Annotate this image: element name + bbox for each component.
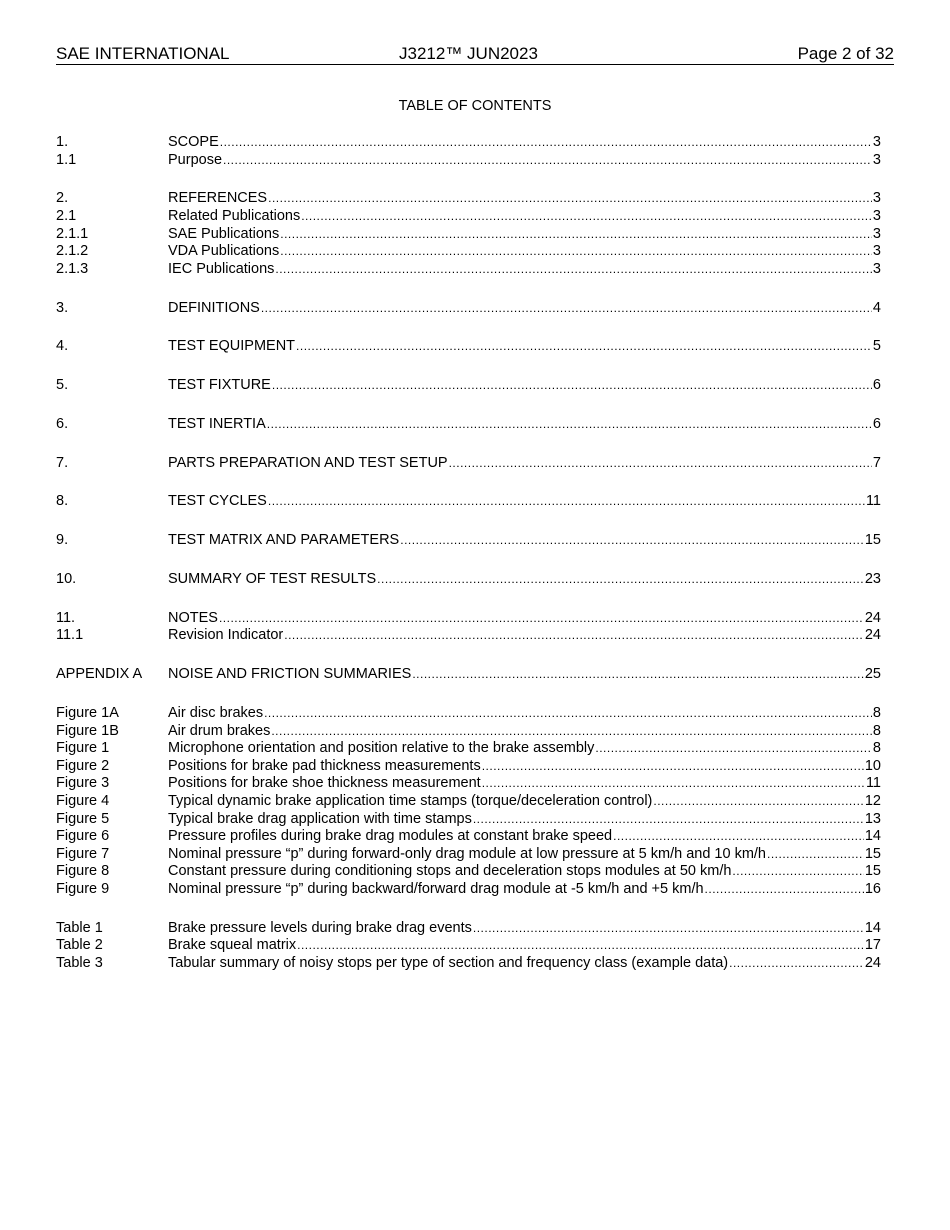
toc-dot-leader xyxy=(272,377,872,395)
toc-dot-leader xyxy=(449,455,872,473)
toc-dot-leader xyxy=(296,338,872,356)
toc-dot-leader xyxy=(268,190,872,208)
toc-group-spacer xyxy=(56,356,881,377)
toc-entry-page: 3 xyxy=(872,190,881,207)
toc-dot-leader xyxy=(412,666,864,684)
toc-entry-title: VDA Publications xyxy=(168,243,280,260)
toc-dot-leader xyxy=(280,226,872,244)
toc-entry[interactable] xyxy=(56,532,881,550)
toc-group-spacer xyxy=(56,278,881,299)
toc-entry[interactable] xyxy=(56,811,881,829)
toc-entry-title: PARTS PREPARATION AND TEST SETUP xyxy=(168,454,448,471)
toc-entry-number: 11.1 xyxy=(56,627,84,644)
toc-entry-page: 3 xyxy=(872,260,881,277)
toc-entry-title: Typical dynamic brake application time stamps (torque/deceleration control) xyxy=(168,792,653,809)
toc-entry-title: Positions for brake shoe thickness measurement xyxy=(168,775,481,792)
toc-dot-leader xyxy=(473,811,864,829)
toc-dot-leader xyxy=(264,705,872,723)
toc-entry-title: Nominal pressure “p” during forward-only drag module at low pressure at 5 km/h and 10 km/h xyxy=(168,845,766,862)
toc-entry-page: 15 xyxy=(864,532,881,549)
toc-entry-number: Figure 7 xyxy=(56,845,110,862)
toc-entry[interactable] xyxy=(56,955,881,973)
toc-entry[interactable] xyxy=(56,377,881,395)
toc-dot-leader xyxy=(275,261,872,279)
toc-entry-number: Table 2 xyxy=(56,937,103,954)
toc-entry-number: 2. xyxy=(56,190,69,207)
toc-entry-title: TEST FIXTURE xyxy=(168,377,271,394)
toc-entry-page: 12 xyxy=(864,792,881,809)
toc-group-spacer xyxy=(56,433,881,454)
toc-entry-number: 5. xyxy=(56,377,69,394)
toc-entry-title: Air disc brakes xyxy=(168,704,264,721)
toc-entry[interactable] xyxy=(56,610,881,628)
toc-dot-leader xyxy=(595,740,872,758)
toc-entry-page: 3 xyxy=(872,225,881,242)
toc-dot-leader xyxy=(261,300,872,318)
toc-entry-title: Microphone orientation and position relative to the brake assembly xyxy=(168,740,595,757)
toc-entry-page: 14 xyxy=(864,828,881,845)
toc-entry-number: 2.1.1 xyxy=(56,225,89,242)
toc-entry-number: Figure 1 xyxy=(56,740,110,757)
toc-entry[interactable] xyxy=(56,666,881,684)
toc-entry-title: NOISE AND FRICTION SUMMARIES xyxy=(168,666,412,683)
toc-dot-leader xyxy=(301,208,872,226)
toc-dot-leader xyxy=(223,152,872,170)
header-organization: SAE INTERNATIONAL xyxy=(56,44,230,63)
toc-entry-page: 11 xyxy=(865,493,881,510)
toc-entry[interactable] xyxy=(56,190,881,208)
toc-entry-number: Figure 6 xyxy=(56,828,110,845)
toc-entry-page: 8 xyxy=(872,722,881,739)
toc-entry-number: 3. xyxy=(56,299,69,316)
toc-entry-number: Figure 8 xyxy=(56,863,110,880)
toc-entry-page: 24 xyxy=(864,954,881,971)
toc-entry-title: SCOPE xyxy=(168,134,219,150)
toc-title: TABLE OF CONTENTS xyxy=(398,98,552,114)
toc-entry[interactable] xyxy=(56,627,881,645)
toc-entry-page: 11 xyxy=(865,775,881,792)
toc-entry-page: 16 xyxy=(864,880,881,897)
toc-entry-page: 8 xyxy=(872,704,881,721)
toc-entry[interactable] xyxy=(56,705,881,723)
toc-entry-title: TEST EQUIPMENT xyxy=(168,338,296,355)
toc-dot-leader xyxy=(377,571,864,589)
toc-entry-page: 5 xyxy=(872,338,881,355)
table-of-contents xyxy=(56,134,881,972)
toc-dot-leader xyxy=(482,758,864,776)
toc-entry-number: 7. xyxy=(56,454,69,471)
toc-entry-title: Tabular summary of noisy stops per type of section and frequency class (example data) xyxy=(168,954,729,971)
toc-entry[interactable] xyxy=(56,152,881,170)
toc-entry[interactable] xyxy=(56,261,881,279)
header-page-number: Page 2 of 32 xyxy=(797,44,894,63)
toc-entry-number: Figure 9 xyxy=(56,880,110,897)
toc-entry[interactable] xyxy=(56,416,881,434)
toc-entry-title: SUMMARY OF TEST RESULTS xyxy=(168,571,377,587)
toc-entry-number: 8. xyxy=(56,493,69,510)
toc-entry-number: Table 3 xyxy=(56,954,103,971)
toc-entry-page: 6 xyxy=(872,415,881,432)
toc-group-spacer xyxy=(56,317,881,338)
toc-dot-leader xyxy=(613,828,864,846)
toc-entry-title: Pressure profiles during brake drag modules at constant brake speed xyxy=(168,828,613,845)
toc-entry-title: NOTES xyxy=(168,609,218,626)
toc-entry-number: 11. xyxy=(56,609,76,626)
toc-dot-leader xyxy=(220,134,872,152)
toc-entry-number: APPENDIX A xyxy=(56,666,143,683)
toc-entry-title: Brake squeal matrix xyxy=(168,937,297,954)
toc-entry[interactable] xyxy=(56,793,881,811)
toc-entry[interactable] xyxy=(56,758,881,776)
toc-entry-title: Nominal pressure “p” during backward/forward drag module at -5 km/h and +5 km/h xyxy=(168,880,704,897)
toc-entry-page: 7 xyxy=(872,454,881,471)
toc-entry-number: 2.1.3 xyxy=(56,260,89,277)
toc-entry-page: 3 xyxy=(872,134,881,150)
toc-dot-leader xyxy=(271,723,872,741)
toc-entry-number: 2.1.2 xyxy=(56,243,89,260)
toc-entry-page: 3 xyxy=(872,207,881,224)
toc-entry-page: 10 xyxy=(864,757,881,774)
toc-entry[interactable] xyxy=(56,740,881,758)
toc-entry[interactable] xyxy=(56,846,881,864)
toc-entry[interactable] xyxy=(56,571,881,589)
toc-entry-title: Typical brake drag application with time stamps xyxy=(168,810,472,827)
toc-group-spacer xyxy=(56,898,881,919)
toc-entry-title: Brake pressure levels during brake drag events xyxy=(168,919,472,936)
toc-entry-number: Figure 3 xyxy=(56,775,110,792)
toc-entry-number: 1.1 xyxy=(56,151,77,168)
toc-entry-title: Purpose xyxy=(168,151,223,168)
toc-group-spacer xyxy=(56,550,881,571)
toc-dot-leader xyxy=(284,627,864,645)
toc-entry[interactable] xyxy=(56,881,881,899)
toc-dot-leader xyxy=(219,610,864,628)
toc-entry[interactable] xyxy=(56,493,881,511)
toc-entry[interactable] xyxy=(56,338,881,356)
toc-entry-page: 6 xyxy=(872,377,881,394)
toc-entry-number: 4. xyxy=(56,338,69,355)
toc-dot-leader xyxy=(280,243,872,261)
toc-entry-title: TEST INERTIA xyxy=(168,415,266,432)
toc-dot-leader xyxy=(297,937,864,955)
toc-group-spacer xyxy=(56,645,881,666)
toc-entry-page: 15 xyxy=(864,845,881,862)
toc-entry-number: Figure 2 xyxy=(56,757,110,774)
toc-dot-leader xyxy=(400,532,864,550)
toc-entry-page: 24 xyxy=(864,627,881,644)
toc-entry-number: Figure 5 xyxy=(56,810,110,827)
toc-group-spacer xyxy=(56,589,881,610)
toc-entry-number: 6. xyxy=(56,415,69,432)
toc-entry-number: 2.1 xyxy=(56,207,77,224)
toc-entry-number: 9. xyxy=(56,532,69,549)
toc-entry-title: TEST CYCLES xyxy=(168,493,267,510)
toc-dot-leader xyxy=(705,881,864,899)
toc-dot-leader xyxy=(473,920,864,938)
toc-group-spacer xyxy=(56,169,881,190)
toc-entry-page: 14 xyxy=(864,919,881,936)
toc-entry[interactable] xyxy=(56,243,881,261)
toc-entry-page: 3 xyxy=(872,151,881,168)
toc-group-spacer xyxy=(56,472,881,493)
toc-entry-title: SAE Publications xyxy=(168,225,280,242)
toc-entry[interactable] xyxy=(56,775,881,793)
toc-entry[interactable] xyxy=(56,455,881,473)
toc-entry[interactable] xyxy=(56,300,881,318)
toc-dot-leader xyxy=(732,863,863,881)
toc-entry-title: DEFINITIONS xyxy=(168,299,260,316)
toc-dot-leader xyxy=(767,846,864,864)
toc-dot-leader xyxy=(653,793,863,811)
toc-entry-number: Figure 1B xyxy=(56,722,119,739)
header-document-id: J3212™ JUN2023 xyxy=(399,44,538,63)
toc-entry-title: IEC Publications xyxy=(168,260,275,277)
toc-entry-number: Table 1 xyxy=(56,919,103,936)
toc-group-spacer xyxy=(56,395,881,416)
toc-group-spacer xyxy=(56,684,881,705)
toc-dot-leader xyxy=(267,416,872,434)
toc-entry[interactable] xyxy=(56,937,881,955)
toc-entry-title: Constant pressure during conditioning stops and deceleration stops modules at 50 km/h xyxy=(168,863,732,880)
toc-entry-page: 23 xyxy=(864,571,881,587)
toc-entry[interactable] xyxy=(56,723,881,741)
toc-entry-title: Positions for brake pad thickness measurements xyxy=(168,757,481,774)
toc-entry-title: TEST MATRIX AND PARAMETERS xyxy=(168,532,400,549)
toc-entry-page: 3 xyxy=(872,243,881,260)
toc-entry[interactable] xyxy=(56,863,881,881)
toc-entry-title: Revision Indicator xyxy=(168,627,284,644)
page-header xyxy=(56,44,894,65)
toc-entry[interactable] xyxy=(56,920,881,938)
toc-entry-number: 1. xyxy=(56,134,69,150)
toc-entry-number: Figure 1A xyxy=(56,704,119,721)
toc-entry-title: Related Publications xyxy=(168,207,301,224)
toc-entry[interactable] xyxy=(56,226,881,244)
toc-dot-leader xyxy=(729,955,864,973)
toc-entry-page: 13 xyxy=(864,810,881,827)
toc-entry-title: REFERENCES xyxy=(168,190,268,207)
toc-entry-page: 17 xyxy=(864,937,881,954)
toc-entry[interactable] xyxy=(56,134,881,152)
toc-entry-page: 4 xyxy=(872,299,881,316)
toc-entry-number: 10. xyxy=(56,571,77,587)
toc-entry-page: 24 xyxy=(864,609,881,626)
toc-entry-page: 8 xyxy=(872,740,881,757)
toc-entry-title: Air drum brakes xyxy=(168,722,271,739)
toc-entry-page: 15 xyxy=(864,863,881,880)
toc-dot-leader xyxy=(268,493,865,511)
toc-entry[interactable] xyxy=(56,208,881,226)
toc-dot-leader xyxy=(482,775,865,793)
toc-entry[interactable] xyxy=(56,828,881,846)
toc-group-spacer xyxy=(56,511,881,532)
toc-entry-page: 25 xyxy=(864,666,881,683)
toc-entry-number: Figure 4 xyxy=(56,792,110,809)
